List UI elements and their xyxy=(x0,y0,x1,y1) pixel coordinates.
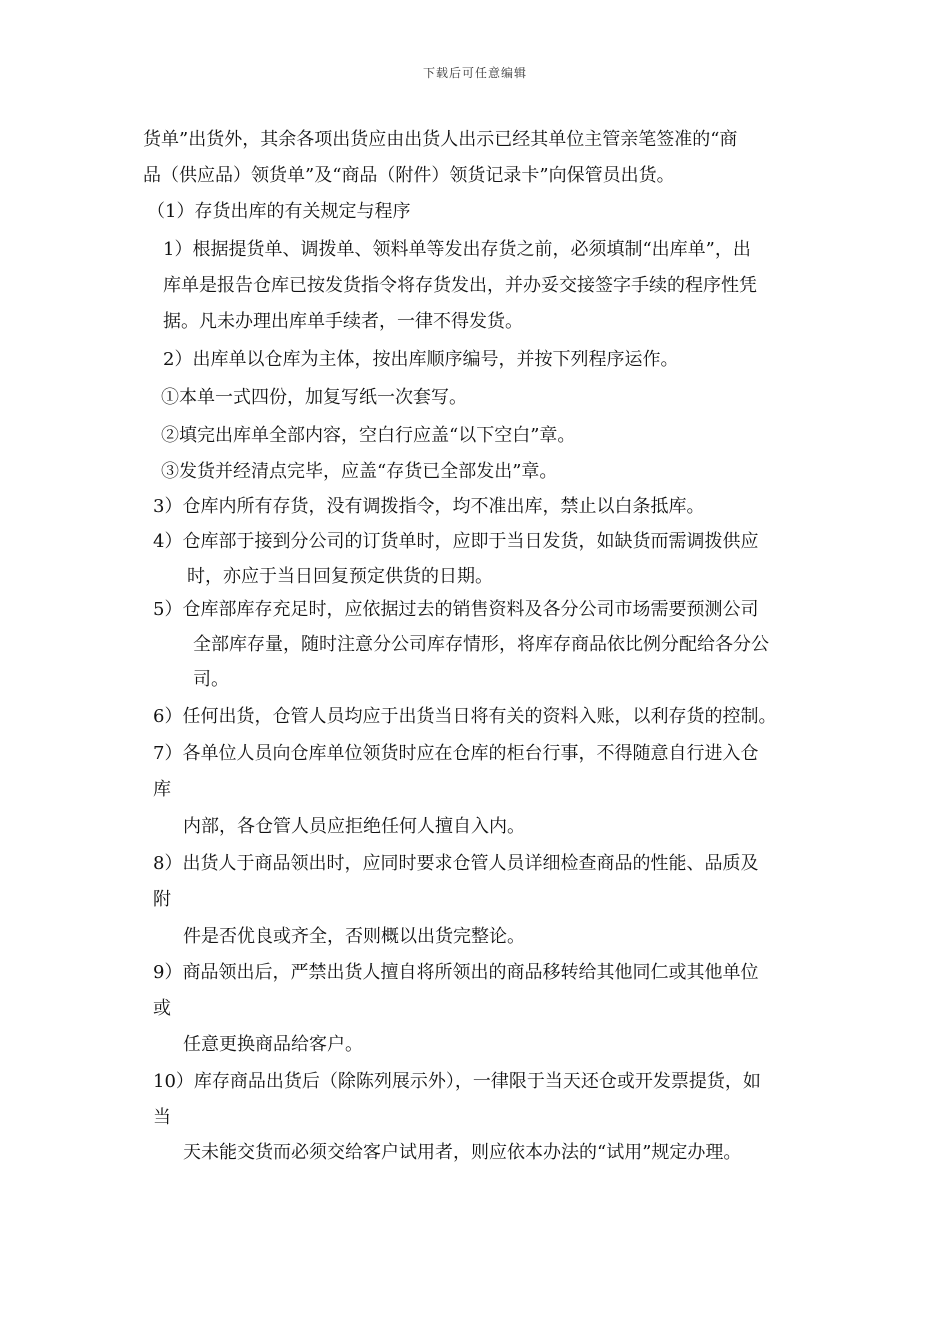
body-line: 当 xyxy=(153,1107,171,1128)
body-line: 库单是报告仓库已按发货指令将存货发出，并办妥交接签字手续的程序性凭 xyxy=(163,275,757,296)
body-line: 件是否优良或齐全，否则概以出货完整论。 xyxy=(183,926,525,947)
body-line: 天未能交货而必须交给客户试用者，则应依本办法的“试用”规定办理。 xyxy=(183,1142,742,1163)
list-item: ①本单一式四份，加复写纸一次套写。 xyxy=(161,387,467,408)
body-line: 时，亦应于当日回复预定供货的日期。 xyxy=(187,566,493,587)
body-line: 9）商品领出后，严禁出货人擅自将所领出的商品移转给其他同仁或其他单位 xyxy=(153,962,759,983)
body-line: 附 xyxy=(153,889,171,910)
body-line: 或 xyxy=(153,998,171,1019)
body-line: 据。凡未办理出库单手续者，一律不得发货。 xyxy=(163,311,523,332)
body-line: 司。 xyxy=(193,669,229,690)
body-line: 2）出库单以仓库为主体，按出库顺序编号，并按下列程序运作。 xyxy=(163,349,679,370)
list-item: ③发货并经清点完毕，应盖“存货已全部发出”章。 xyxy=(161,461,558,482)
section-heading: （1）存货出库的有关规定与程序 xyxy=(147,201,411,222)
body-line: 内部，各仓管人员应拒绝任何人擅自入内。 xyxy=(183,816,525,837)
body-line: 7）各单位人员向仓库单位领货时应在仓库的柜台行事，不得随意自行进入仓 xyxy=(153,743,759,764)
body-line: 6）任何出货，仓管人员均应于出货当日将有关的资料入账，以利存货的控制。 xyxy=(153,706,777,727)
body-line: 库 xyxy=(153,779,171,800)
body-line: 1）根据提货单、调拨单、领料单等发出存货之前，必须填制“出库单”，出 xyxy=(163,239,751,260)
body-line: 3）仓库内所有存货，没有调拨指令，均不准出库，禁止以白条抵库。 xyxy=(153,496,705,517)
body-line: 10）库存商品出货后（除陈列展示外），一律限于当天还仓或开发票提货，如 xyxy=(153,1071,761,1092)
list-item: ②填完出库单全部内容，空白行应盖“以下空白”章。 xyxy=(161,425,576,446)
body-line: 品（供应品）领货单”及“商品（附件）领货记录卡”向保管员出货。 xyxy=(143,165,675,186)
body-line: 任意更换商品给客户。 xyxy=(183,1034,363,1055)
body-line: 全部库存量，随时注意分公司库存情形，将库存商品依比例分配给各分公 xyxy=(193,634,769,655)
body-line: 5）仓库部库存充足时，应依据过去的销售资料及各分公司市场需要预测公司 xyxy=(153,599,759,620)
page-header: 下载后可任意编辑 xyxy=(422,66,527,80)
body-line: 8）出货人于商品领出时，应同时要求仓管人员详细检查商品的性能、品质及 xyxy=(153,853,759,874)
body-line: 货单”出货外，其余各项出货应由出货人出示已经其单位主管亲笔签准的“商 xyxy=(143,129,738,150)
body-line: 4）仓库部于接到分公司的订货单时，应即于当日发货，如缺货而需调拨供应 xyxy=(153,531,759,552)
